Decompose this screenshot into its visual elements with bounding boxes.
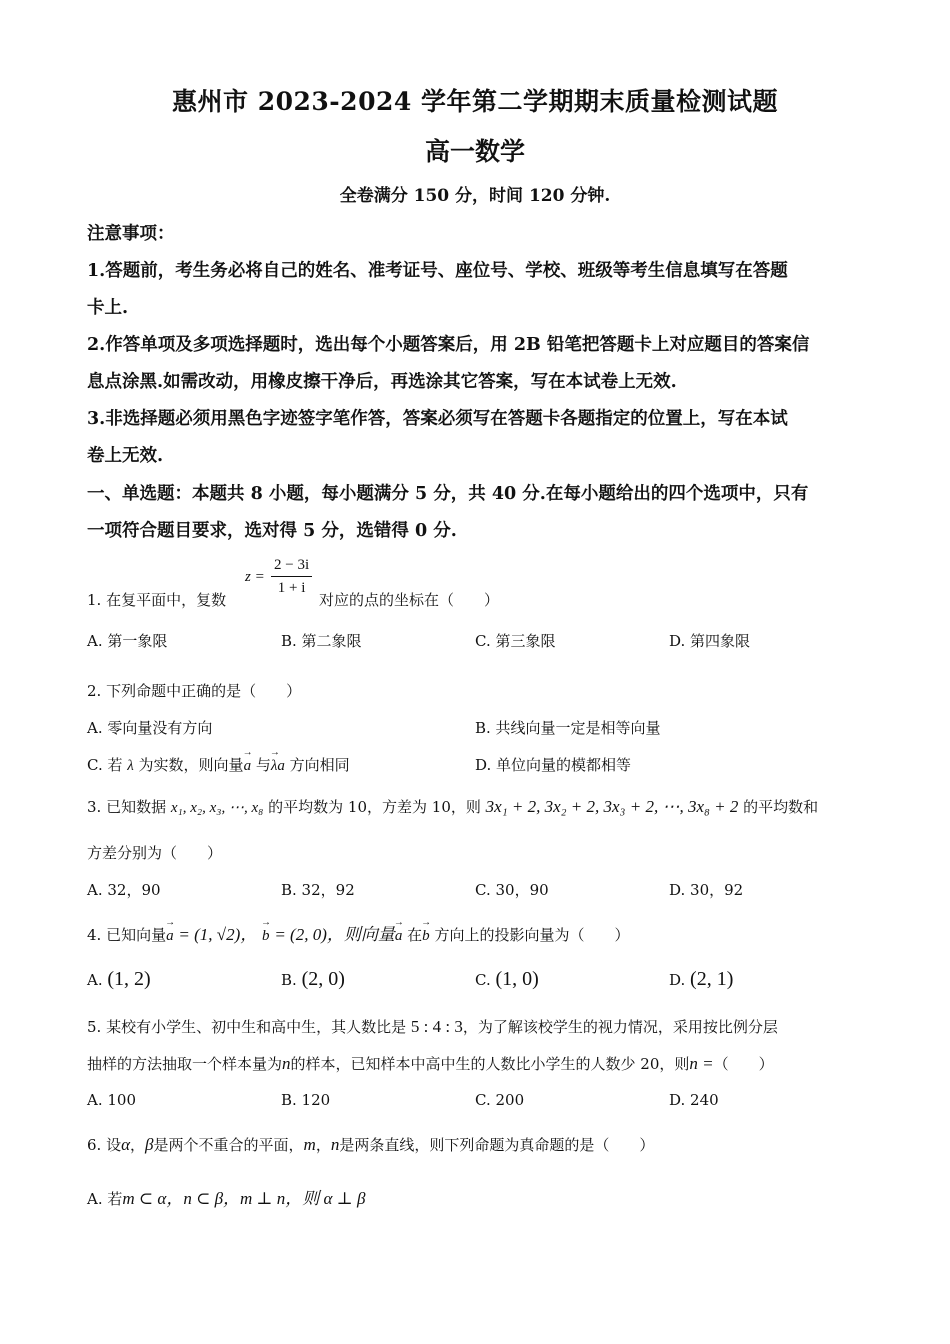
note-2-line-2: 息点涂黑.如需改动，用橡皮擦干净后，再选涂其它答案，写在本试卷上无效. bbox=[87, 372, 677, 392]
q4-vector-b: → b bbox=[262, 928, 270, 945]
q6-post: 是两条直线，则下列命题为真命题的是（ ） bbox=[339, 1136, 655, 1154]
q3-option-d: D. 30，92 bbox=[669, 881, 744, 899]
q1-suffix: 对应的点的坐标在（ ） bbox=[319, 591, 500, 609]
q5-n-equals: n = bbox=[689, 1054, 714, 1073]
q6-sep1: ， bbox=[130, 1136, 146, 1154]
q5-line1-post: ，为了解该校学生的视力情况，采用按比例分层 bbox=[462, 1018, 778, 1036]
q1-option-b: B. 第二象限 bbox=[281, 632, 362, 650]
q4-vector-b-2: → b bbox=[422, 928, 430, 945]
q5-option-d: D. 240 bbox=[669, 1091, 719, 1109]
q3-post: 的平均数和 bbox=[743, 798, 819, 816]
q5-line2-prefix: 抽样的方法抽取一个样本量为 bbox=[87, 1055, 283, 1073]
q6-m: m bbox=[303, 1135, 316, 1154]
q5-line2-mid: 的样本，已知样本中高中生的人数比小学生的人数少 20，则 bbox=[290, 1055, 690, 1073]
q2-option-a: A. 零向量没有方向 bbox=[87, 719, 213, 737]
question-1 bbox=[87, 557, 867, 607]
q4-a-definition: = (1, √2)， bbox=[178, 925, 258, 944]
q4-a-label: A. bbox=[87, 971, 103, 989]
q3-option-b: B. 32，92 bbox=[281, 881, 355, 899]
q4-vector-a: → a bbox=[166, 928, 174, 945]
q6-mid1: 是两个不重合的平面， bbox=[153, 1136, 304, 1154]
q2-c-vector-a: → a bbox=[244, 758, 252, 775]
q2-option-d: D. 单位向量的模都相等 bbox=[475, 756, 632, 774]
q3-expression: 3x₁ + 2, 3x₂ + 2, 3x₃ + 2, ⋯, 3x₈ + 2 bbox=[485, 797, 739, 816]
q1-numerator: 2 − 3i bbox=[271, 557, 312, 577]
q3-line-1 bbox=[87, 796, 867, 817]
note-3-line-1: 3.非选择题必须用黑色字迹签字笔作答，答案必须写在答题卡各题指定的位置上，写在本试 bbox=[87, 409, 788, 429]
q1-option-c: C. 第三象限 bbox=[475, 632, 556, 650]
q4-mid: 在 bbox=[407, 926, 423, 944]
q4-b-definition: = (2, 0)，则向量 bbox=[274, 925, 395, 944]
q6-stem bbox=[87, 1134, 867, 1155]
q2-option-b: B. 共线向量一定是相等向量 bbox=[475, 719, 661, 737]
note-1-line-1: 1.答题前，考生务必将自己的姓名、准考证号、座位号、学校、班级等考生信息填写在答题 bbox=[87, 261, 788, 281]
q4-prefix: 4. 已知向量 bbox=[87, 926, 167, 944]
q2-c-mid1: 为实数，则向量 bbox=[138, 756, 244, 774]
q6-prefix: 6. 设 bbox=[87, 1136, 122, 1154]
q4-d-label: D. bbox=[669, 971, 686, 989]
q6-option-a bbox=[87, 1184, 365, 1209]
q6-n: n bbox=[330, 1135, 340, 1154]
exam-subject: 高一数学 bbox=[424, 137, 525, 166]
q5-option-b: B. 120 bbox=[281, 1091, 331, 1109]
q5-option-c: C. 200 bbox=[475, 1091, 525, 1109]
q4-option-d bbox=[669, 968, 733, 991]
q5-line2-post: （ ） bbox=[713, 1055, 774, 1073]
q5-option-a: A. 100 bbox=[87, 1091, 136, 1109]
q6-beta: β bbox=[145, 1135, 154, 1154]
q4-option-b bbox=[281, 968, 345, 991]
q3-option-c: C. 30，90 bbox=[475, 881, 549, 899]
q5-prefix: 5. 某校有小学生、初中生和高中生，其人数比是 bbox=[87, 1018, 407, 1036]
q4-c-value: (1, 0) bbox=[495, 968, 539, 990]
q4-b-value: (2, 0) bbox=[301, 968, 345, 990]
q1-prefix: 1. 在复平面中，复数 bbox=[87, 591, 227, 609]
notes-heading: 注意事项： bbox=[87, 224, 175, 244]
q1-z: z = bbox=[245, 569, 265, 585]
q3-line-2: 方差分别为（ ） bbox=[87, 844, 223, 862]
section1-line-2: 一项符合题目要求，选对得 5 分，选错得 0 分. bbox=[87, 521, 457, 541]
note-1-line-2: 卡上. bbox=[87, 298, 129, 318]
exam-full-score: 全卷满分 150 分，时间 120 分钟. bbox=[339, 186, 611, 206]
q2-c-mid2: 与 bbox=[255, 756, 271, 774]
q1-fraction bbox=[271, 557, 312, 597]
q4-b-label: B. bbox=[281, 971, 297, 989]
q3-option-a: A. 32，90 bbox=[87, 881, 161, 899]
q2-c-vector-la: → λa bbox=[271, 758, 285, 775]
q3-mid: 的平均数为 10，方差为 10，则 bbox=[268, 798, 481, 816]
q2-stem: 2. 下列命题中正确的是（ ） bbox=[87, 682, 302, 700]
section1-line-1: 一、单选题：本题共 8 小题，每小题满分 5 分，共 40 分.在每小题给出的四个选项中，只有 bbox=[87, 484, 809, 504]
q2-c-prefix: C. 若 bbox=[87, 756, 123, 774]
q4-a-value: (1, 2) bbox=[107, 968, 151, 990]
q4-post: 方向上的投影向量为（ ） bbox=[434, 926, 630, 944]
q6-alpha: α bbox=[121, 1135, 131, 1154]
q4-vector-a-2: → a bbox=[395, 928, 403, 945]
exam-title: 惠州市 2023-2024 学年第二学期期末质量检测试题 bbox=[172, 87, 778, 116]
note-2-line-1: 2.作答单项及多项选择题时，选出每个小题答案后，用 2B 铅笔把答题卡上对应题目的答案信 bbox=[87, 335, 810, 355]
q5-line-1 bbox=[87, 1016, 867, 1037]
q5-n: n bbox=[282, 1054, 291, 1073]
q4-c-label: C. bbox=[475, 971, 491, 989]
q6-a-expression: m ⊂ α，n ⊂ β，m ⊥ n，则 α ⊥ β bbox=[122, 1189, 366, 1208]
q4-d-value: (2, 1) bbox=[690, 968, 734, 990]
q3-data: x₁, x₂, x₃, ⋯, x₈ bbox=[170, 800, 264, 816]
q2-c-post: 方向相同 bbox=[289, 756, 350, 774]
note-3-line-2: 卷上无效. bbox=[87, 446, 164, 466]
q1-option-d: D. 第四象限 bbox=[669, 632, 751, 650]
q4-stem bbox=[87, 920, 867, 945]
q1-denominator: 1 + i bbox=[277, 580, 306, 596]
q2-option-c bbox=[87, 754, 350, 775]
q3-prefix: 3. 已知数据 bbox=[87, 798, 167, 816]
q2-c-lambda: λ bbox=[127, 758, 134, 774]
q6-a-prefix: A. 若 bbox=[87, 1190, 123, 1208]
q4-option-a bbox=[87, 968, 151, 991]
q4-option-c bbox=[475, 968, 539, 991]
q6-sep2: ， bbox=[315, 1136, 331, 1154]
q5-line-2 bbox=[87, 1053, 867, 1074]
q1-option-a: A. 第一象限 bbox=[87, 632, 168, 650]
q5-ratio: 5 : 4 : 3 bbox=[410, 1017, 463, 1036]
